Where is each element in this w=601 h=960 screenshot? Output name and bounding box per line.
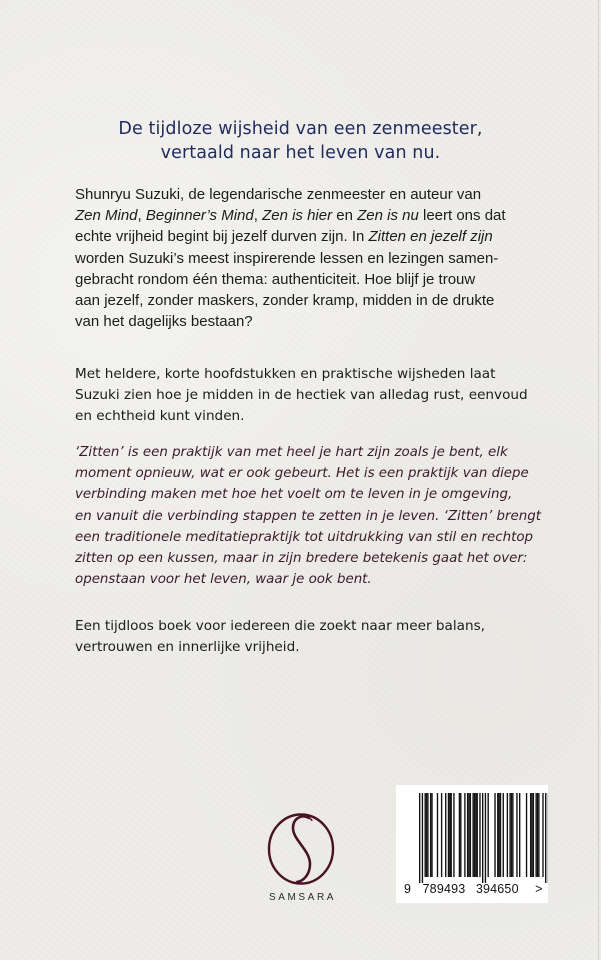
- isbn-barcode: [396, 785, 548, 903]
- text-line: [75, 184, 555, 205]
- quote-line: moment opnieuw, wat er ook gebeurt. Het is een praktijk van diepe: [75, 466, 529, 482]
- text-run: ,: [137, 207, 146, 225]
- text-line: [75, 205, 555, 226]
- book-title-text: Zen Mind: [75, 207, 138, 225]
- book-title-text: Zen is hier: [262, 207, 333, 225]
- isbn-group-1: 789493: [422, 882, 466, 896]
- text-line: [75, 311, 555, 332]
- quote-line: ‘Zitten’ is een praktijk van met heel je hart zijn zoals je bent, elk: [75, 445, 508, 460]
- blurb-paragraph-closing: [75, 616, 555, 658]
- text-run: leert ons dat: [418, 207, 506, 225]
- quote-line: en vanuit die verbinding stappen te zetten in je leven. ‘Zitten’ brengt: [75, 508, 541, 524]
- text-run: Shunryu Suzuki, de legendarische zenmeester en auteur van: [75, 186, 482, 203]
- isbn-group-2: 394650: [475, 882, 519, 896]
- isbn-quiet-zone-marker: >: [535, 882, 543, 896]
- quote-line: openstaan voor het leven, waar je ook bent.: [75, 572, 372, 588]
- quote-line: verbinding maken met hoe het voelt om te leven in je omgeving,: [75, 487, 513, 503]
- publisher-name: SAMSARA: [268, 892, 337, 903]
- book-title-text: Beginner’s Mind: [145, 207, 254, 225]
- text-run: en: [332, 207, 358, 225]
- publisher-logo: [255, 812, 347, 912]
- text-run: worden Suzuki’s meest inspirerende lessen en lezingen samen-: [75, 249, 499, 267]
- text-line: en echtheid kunt vinden.: [75, 408, 245, 425]
- book-title-text: Zen is nu: [357, 207, 419, 225]
- quote-line: zitten op een kussen, maar in zijn bredere betekenis gaat het over:: [75, 551, 528, 567]
- blurb-paragraph-chapters: [75, 364, 555, 428]
- book-title-text: Zitten en jezelf zijn: [368, 228, 493, 246]
- samsara-s-circle-logo-icon: [266, 812, 336, 886]
- isbn-first-digit: 9: [404, 882, 412, 896]
- text-line: Met heldere, korte hoofdstukken en praktische wijsheden laat: [75, 366, 496, 382]
- text-run: gebracht rondom één thema: authenticiteit. Hoe blijf je trouw: [75, 270, 476, 288]
- text-run: aan jezelf, zonder maskers, zonder kramp, midden in de drukte: [75, 292, 495, 310]
- isbn-number: [404, 882, 549, 896]
- quote-line: een traditionele meditatiepraktijk tot uitdrukking van stil en rechtop: [75, 529, 534, 545]
- tagline-line-2: vertaald naar het leven van nu.: [160, 143, 441, 163]
- text-line: vertrouwen en innerlijke vrijheid.: [75, 639, 300, 656]
- text-run: echte vrijheid begint bij jezelf durven zijn. In: [75, 228, 369, 246]
- blurb-quote-paragraph: [75, 442, 555, 590]
- text-run: van het dagelijks bestaan?: [75, 313, 253, 331]
- text-run: ,: [253, 207, 263, 225]
- tagline-heading: [0, 117, 601, 165]
- blurb-paragraph-intro: [75, 184, 555, 332]
- text-line: Suzuki zien hoe je midden in de hectiek van alledag rust, eenvoud: [75, 387, 528, 404]
- text-line: [75, 269, 555, 290]
- text-line: [75, 290, 555, 311]
- barcode-bars-icon: [396, 785, 548, 885]
- text-line: [75, 226, 555, 247]
- text-line: [75, 248, 555, 269]
- tagline-line-1: De tijdloze wijsheid van een zenmeester,: [118, 119, 483, 139]
- text-line: Een tijdloos boek voor iedereen die zoekt naar meer balans,: [75, 618, 485, 634]
